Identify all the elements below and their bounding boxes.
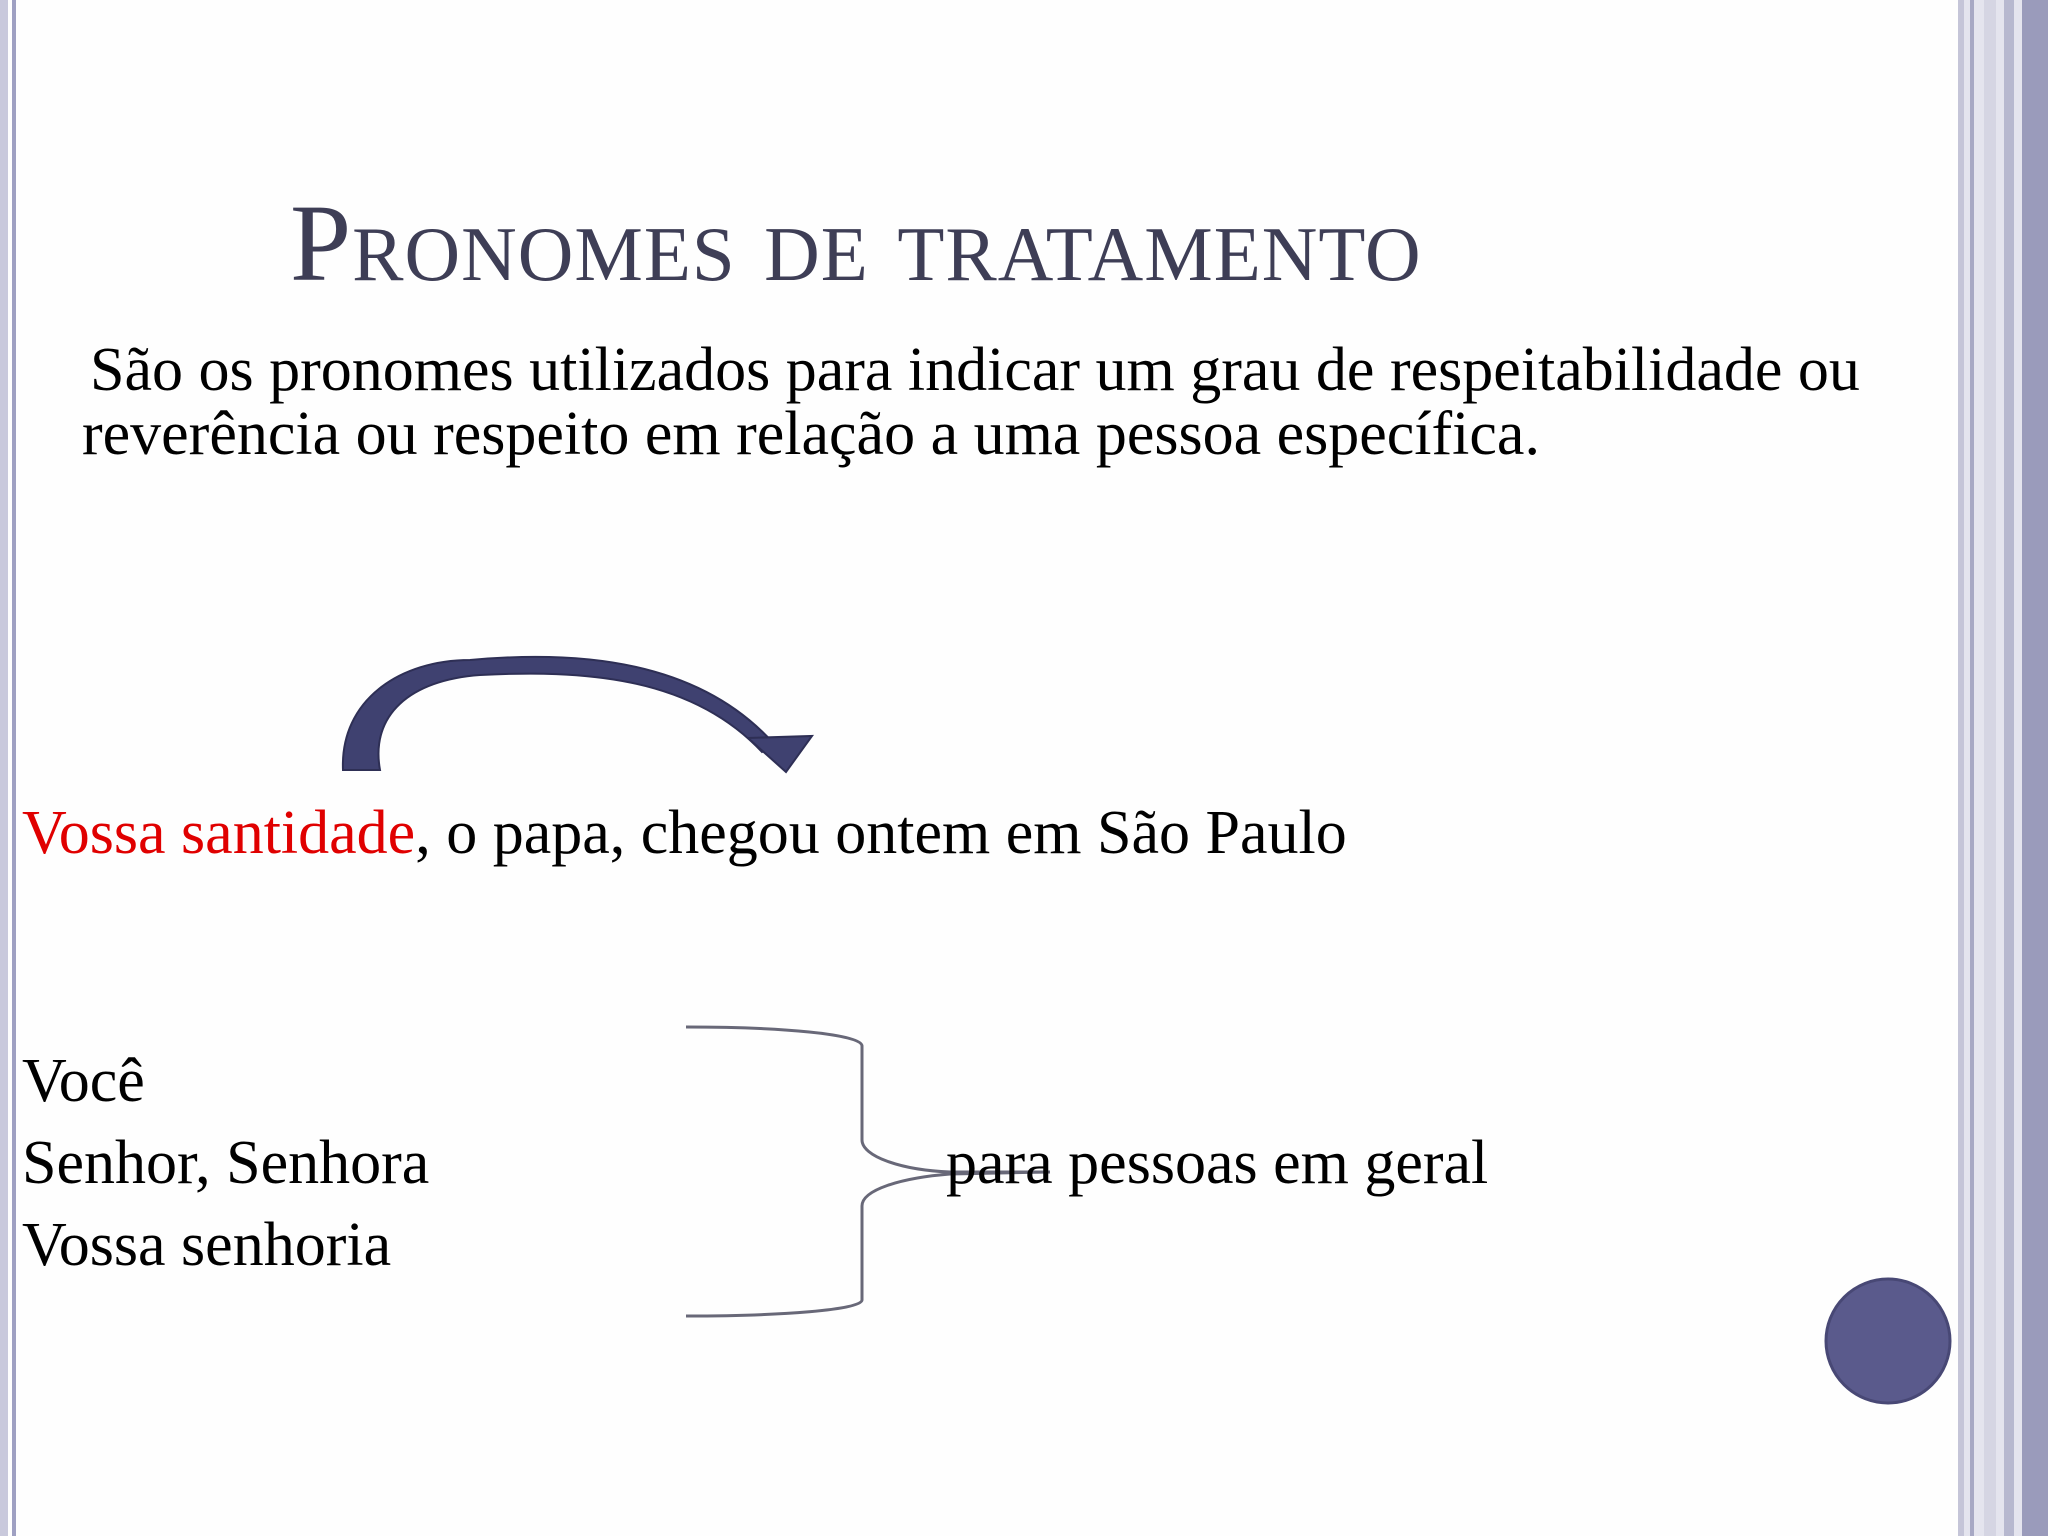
brace-label: para pessoas em geral: [946, 1129, 1489, 1197]
list-item: Você: [22, 1047, 145, 1115]
decorative-circle-icon: [1826, 1279, 1950, 1403]
highlighted-pronoun: Vossa santidade: [22, 799, 416, 867]
example-sentence: [22, 798, 1347, 869]
sentence-rest: , o papa, chegou ontem em São Paulo: [415, 799, 1347, 867]
slide-title: Pronomes de tratamento: [290, 182, 1422, 304]
list-item: Senhor, Senhora: [22, 1129, 430, 1197]
intro-paragraph: São os pronomes utilizados para indicar um grau de respeitabilidade ou reverência ou respeito em relação a uma pessoa específica.: [82, 336, 1860, 468]
curved-arrow-icon: [343, 657, 812, 772]
list-item: Vossa senhoria: [22, 1211, 392, 1279]
